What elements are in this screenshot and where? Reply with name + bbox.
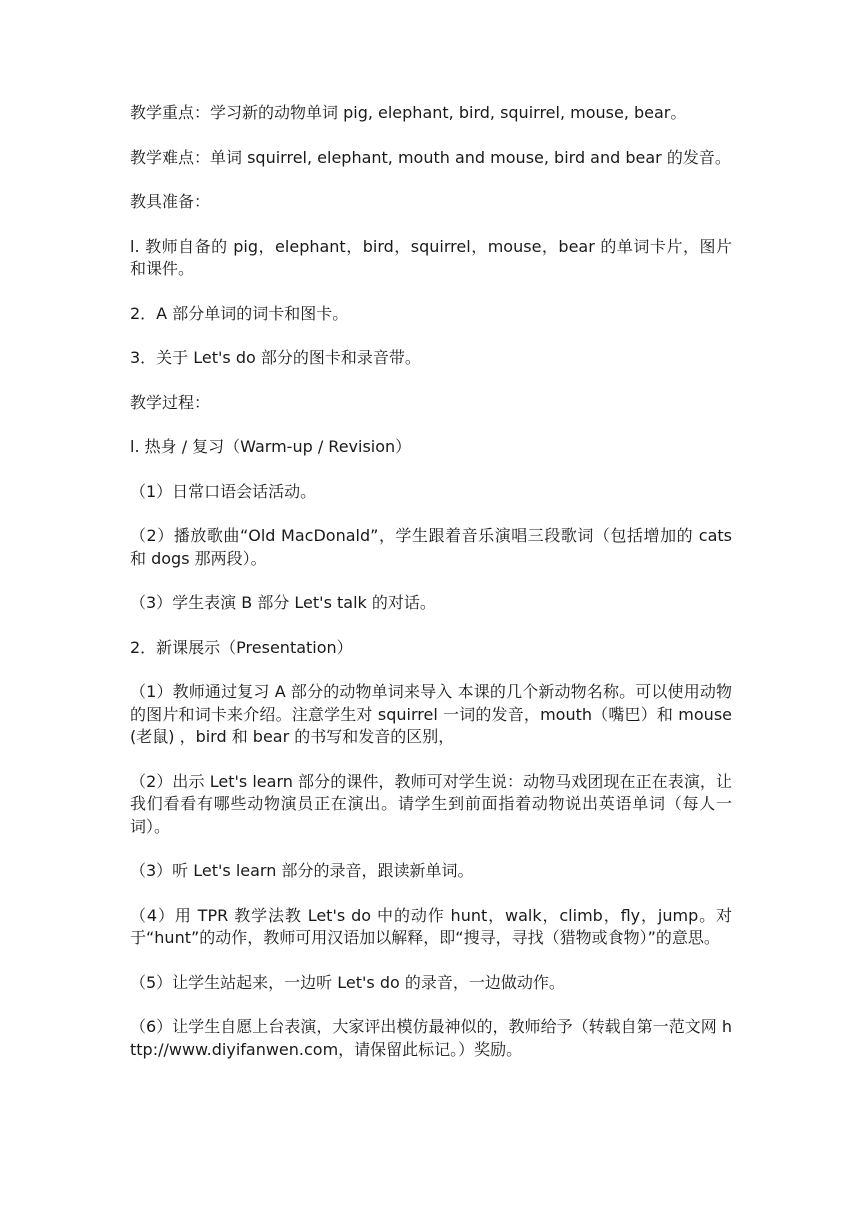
presentation-step-2: （2）出示 Let's learn 部分的课件，教师可对学生说：动物马戏团现在正在表演，让我们看看有哪些动物演员正在演出。请学生到前面指着动物说出英语单词（每人一词）。 — [130, 771, 732, 836]
warmup-step-1: （1）日常口语会话活动。 — [130, 481, 317, 501]
warmup-step-3: （3）学生表演 B 部分 Let's talk 的对话。 — [130, 593, 436, 612]
presentation-step-6: （6）让学生自愿上台表演，大家评出模仿最神似的，教师给予（转载自第一范文网 http://www.diyifanwen.com，请保留此标记。）奖励。 — [130, 1017, 732, 1059]
presentation-step-3: （3）听 Let's learn 部分的录音，跟读新单词。 — [130, 861, 474, 880]
document-page — [130, 102, 732, 1083]
teaching-difficulty: 教学难点：单词 squirrel, elephant, mouth and mouse, bird and bear 的发音。 — [130, 147, 731, 167]
materials-item-1: l. 教师自备的 pig，elephant，bird，squirrel，mouse，bear 的单词卡片，图片和课件。 — [130, 236, 732, 278]
teaching-focus: 教学重点：学习新的动物单词 pig, elephant, bird, squirrel, mouse, bear。 — [130, 103, 687, 122]
process-heading: 教学过程： — [130, 392, 211, 412]
materials-heading: 教具准备： — [130, 192, 211, 211]
materials-item-3: 3．关于 Let's do 部分的图卡和录音带。 — [130, 348, 421, 367]
warmup-step-2: （2）播放歌曲“Old MacDonald”，学生跟着音乐演唱三段歌词（包括增加的 cats 和 dogs 那两段）。 — [130, 526, 732, 568]
presentation-step-1: （1）教师通过复习 A 部分的动物单词来导入 本课的几个新动物名称。可以使用动物的图片和词卡来介绍。注意学生对 squirrel 一词的发音，mouth（嘴巴）和 mouse (老鼠) ，bird 和 bear 的书写和发音的区别， — [130, 682, 732, 746]
presentation-step-5: （5）让学生站起来，一边听 Let's do 的录音，一边做动作。 — [130, 972, 565, 992]
warmup-heading: l. 热身 / 复习（Warm-up / Revision） — [130, 437, 412, 456]
presentation-heading: 2．新课展示（Presentation） — [130, 637, 353, 657]
materials-item-2: 2．A 部分单词的词卡和图卡。 — [130, 303, 349, 323]
presentation-step-4: （4）用 TPR 教学法教 Let's do 中的动作 hunt，walk，climb，fly，jump。对于“hunt”的动作，教师可用汉语加以解释，即“搜寻，寻找（猎物或食物）”的意思。 — [130, 905, 732, 947]
